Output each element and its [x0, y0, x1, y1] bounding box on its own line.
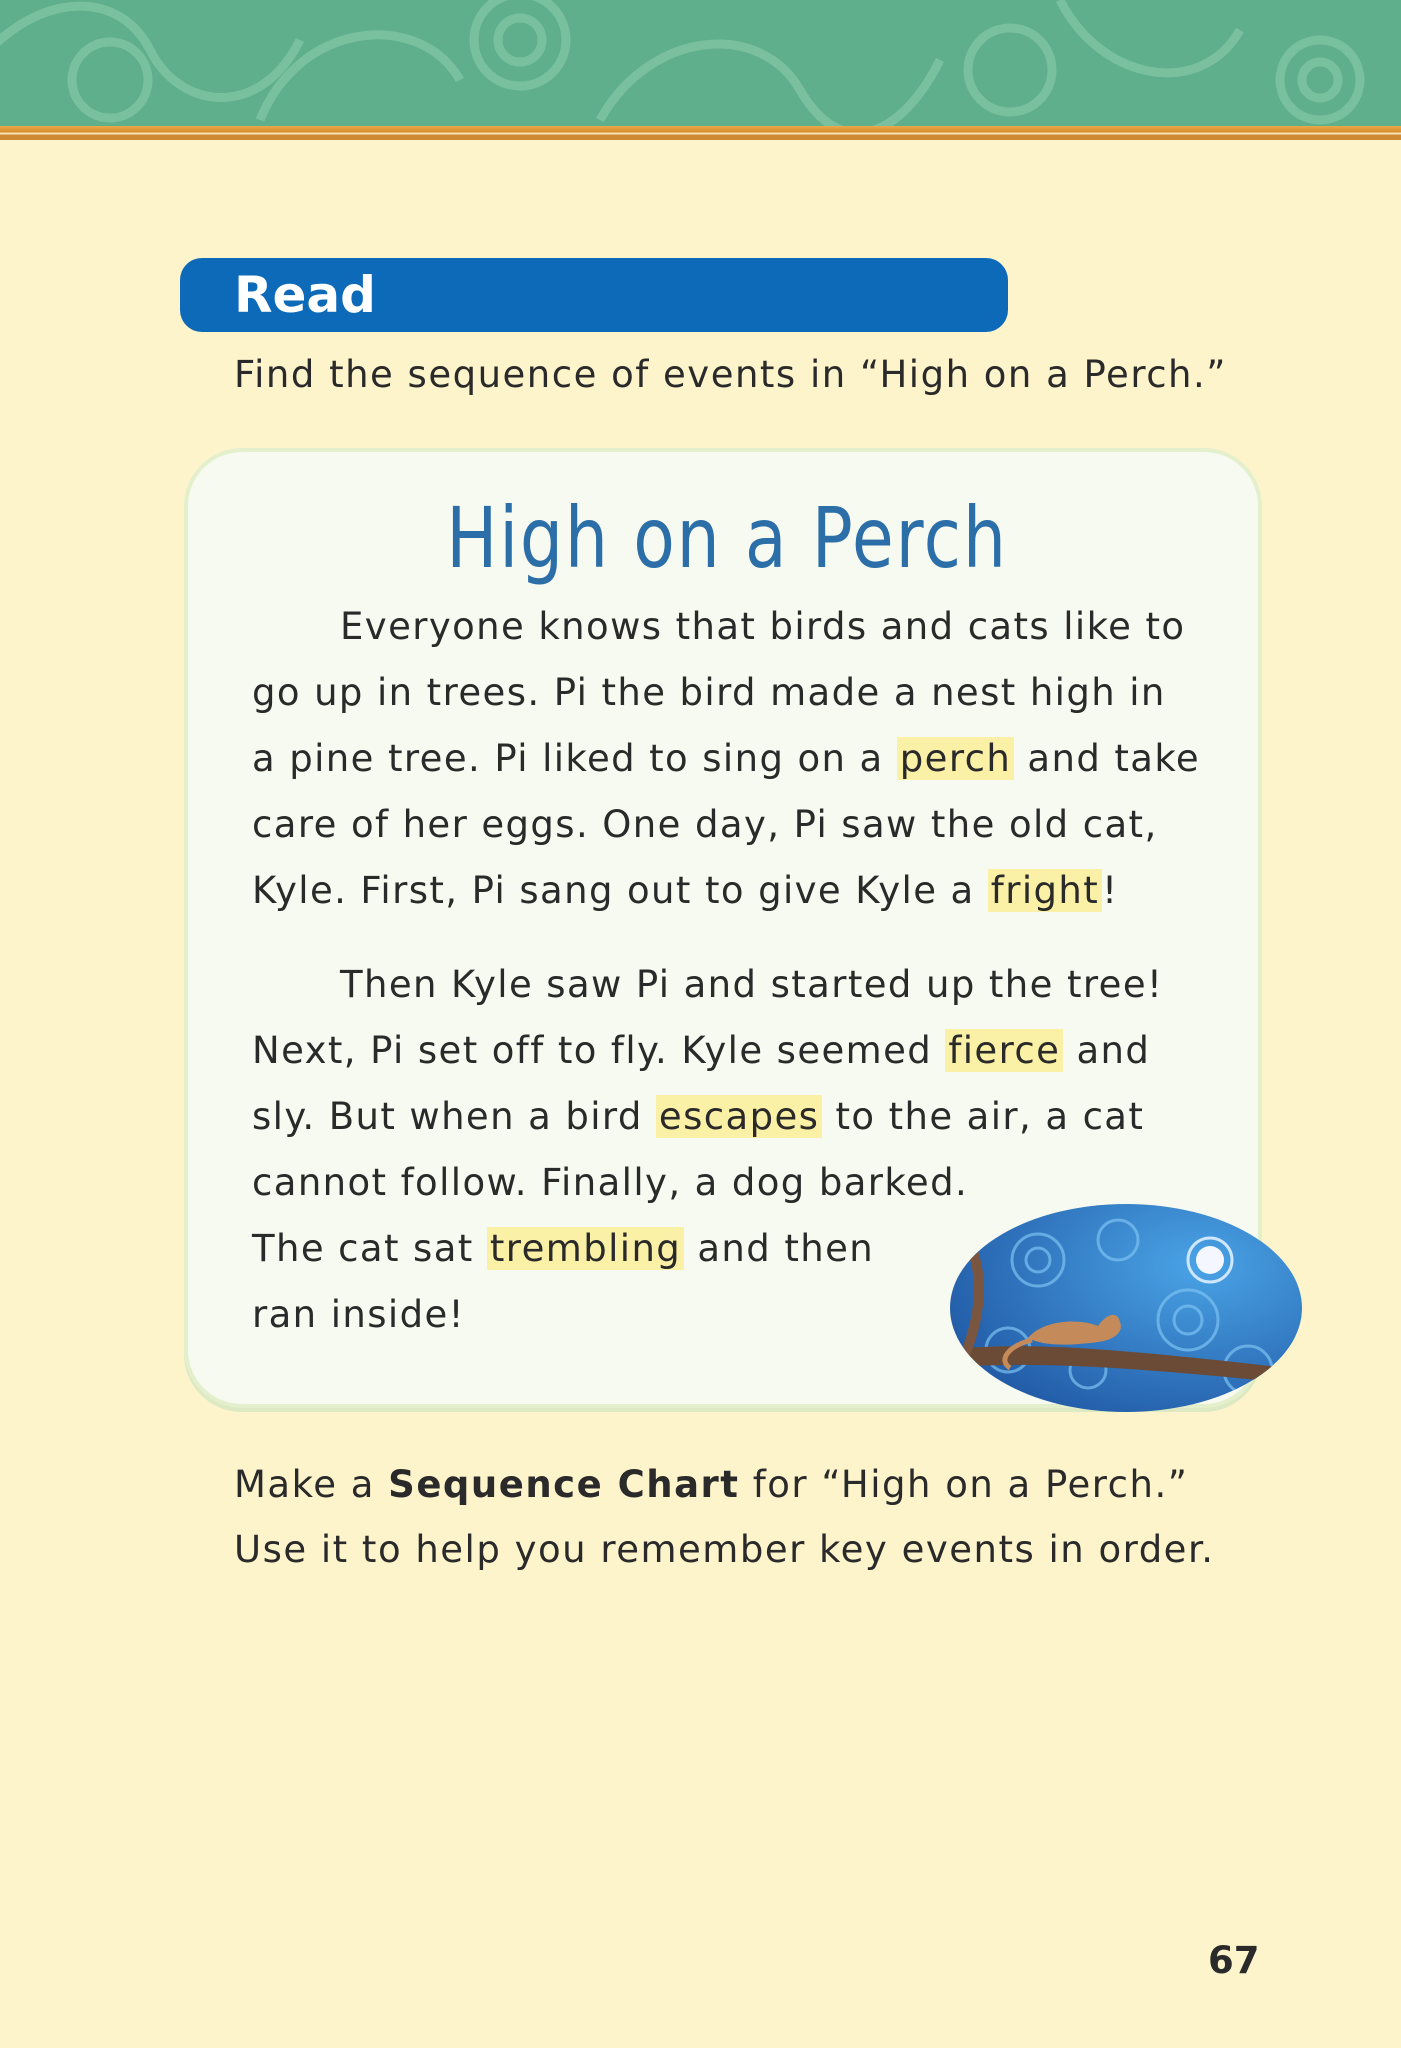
story-text: The cat sat — [252, 1227, 487, 1270]
story-title: High on a Perch — [446, 489, 1008, 587]
closing-instruction-line-1: Make a Sequence Chart for “High on a Perch.” — [234, 1463, 1189, 1506]
vocabulary-word: trembling — [487, 1227, 684, 1270]
closing-instruction-line-2: Use it to help you remember key events in order. — [234, 1528, 1215, 1571]
story-line — [252, 734, 1200, 784]
story-text: Then Kyle saw Pi and started up the tree! — [340, 963, 1164, 1006]
sequence-chart-term: Sequence Chart — [388, 1463, 740, 1506]
story-text: to the air, a cat — [822, 1095, 1145, 1138]
cat-on-branch-illustration — [948, 1200, 1306, 1420]
story-text: cannot follow. Finally, a dog barked. — [252, 1161, 969, 1204]
read-section-header — [180, 258, 1008, 332]
story-text: ran inside! — [252, 1293, 465, 1336]
story-line — [252, 1224, 874, 1274]
story-text: care of her eggs. One day, Pi saw the old cat, — [252, 803, 1158, 846]
vocabulary-word: fierce — [945, 1029, 1063, 1072]
story-line — [252, 1026, 1150, 1076]
story-line — [252, 1092, 1144, 1142]
instruction-text: Find the sequence of events in “High on a Perch.” — [234, 353, 1227, 396]
story-text: a pine tree. Pi liked to sing on a — [252, 737, 897, 780]
banner-divider — [0, 126, 1401, 140]
vocabulary-word: perch — [897, 737, 1014, 780]
story-text: ! — [1102, 869, 1119, 912]
story-text: and — [1063, 1029, 1151, 1072]
story-text: Next, Pi set off to fly. Kyle seemed — [252, 1029, 946, 1072]
section-label: Read — [234, 266, 376, 324]
story-line — [252, 866, 1118, 916]
story-text: and take — [1014, 737, 1201, 780]
story-line — [252, 668, 1166, 718]
story-line — [252, 1290, 465, 1340]
story-line — [252, 800, 1158, 850]
story-line — [340, 960, 1163, 1010]
swirl-pattern — [0, 0, 1401, 126]
story-text: sly. But when a bird — [252, 1095, 656, 1138]
page-number: 67 — [1208, 1939, 1260, 1982]
decorative-banner — [0, 0, 1401, 126]
story-text: Everyone knows that birds and cats like to — [340, 605, 1186, 648]
story-text: go up in trees. Pi the bird made a nest high in — [252, 671, 1166, 714]
vocabulary-word: escapes — [656, 1095, 822, 1138]
story-line — [340, 602, 1185, 652]
story-text: and then — [684, 1227, 875, 1270]
story-line — [252, 1158, 968, 1208]
vocabulary-word: fright — [988, 869, 1102, 912]
story-text: Kyle. First, Pi sang out to give Kyle a — [252, 869, 988, 912]
